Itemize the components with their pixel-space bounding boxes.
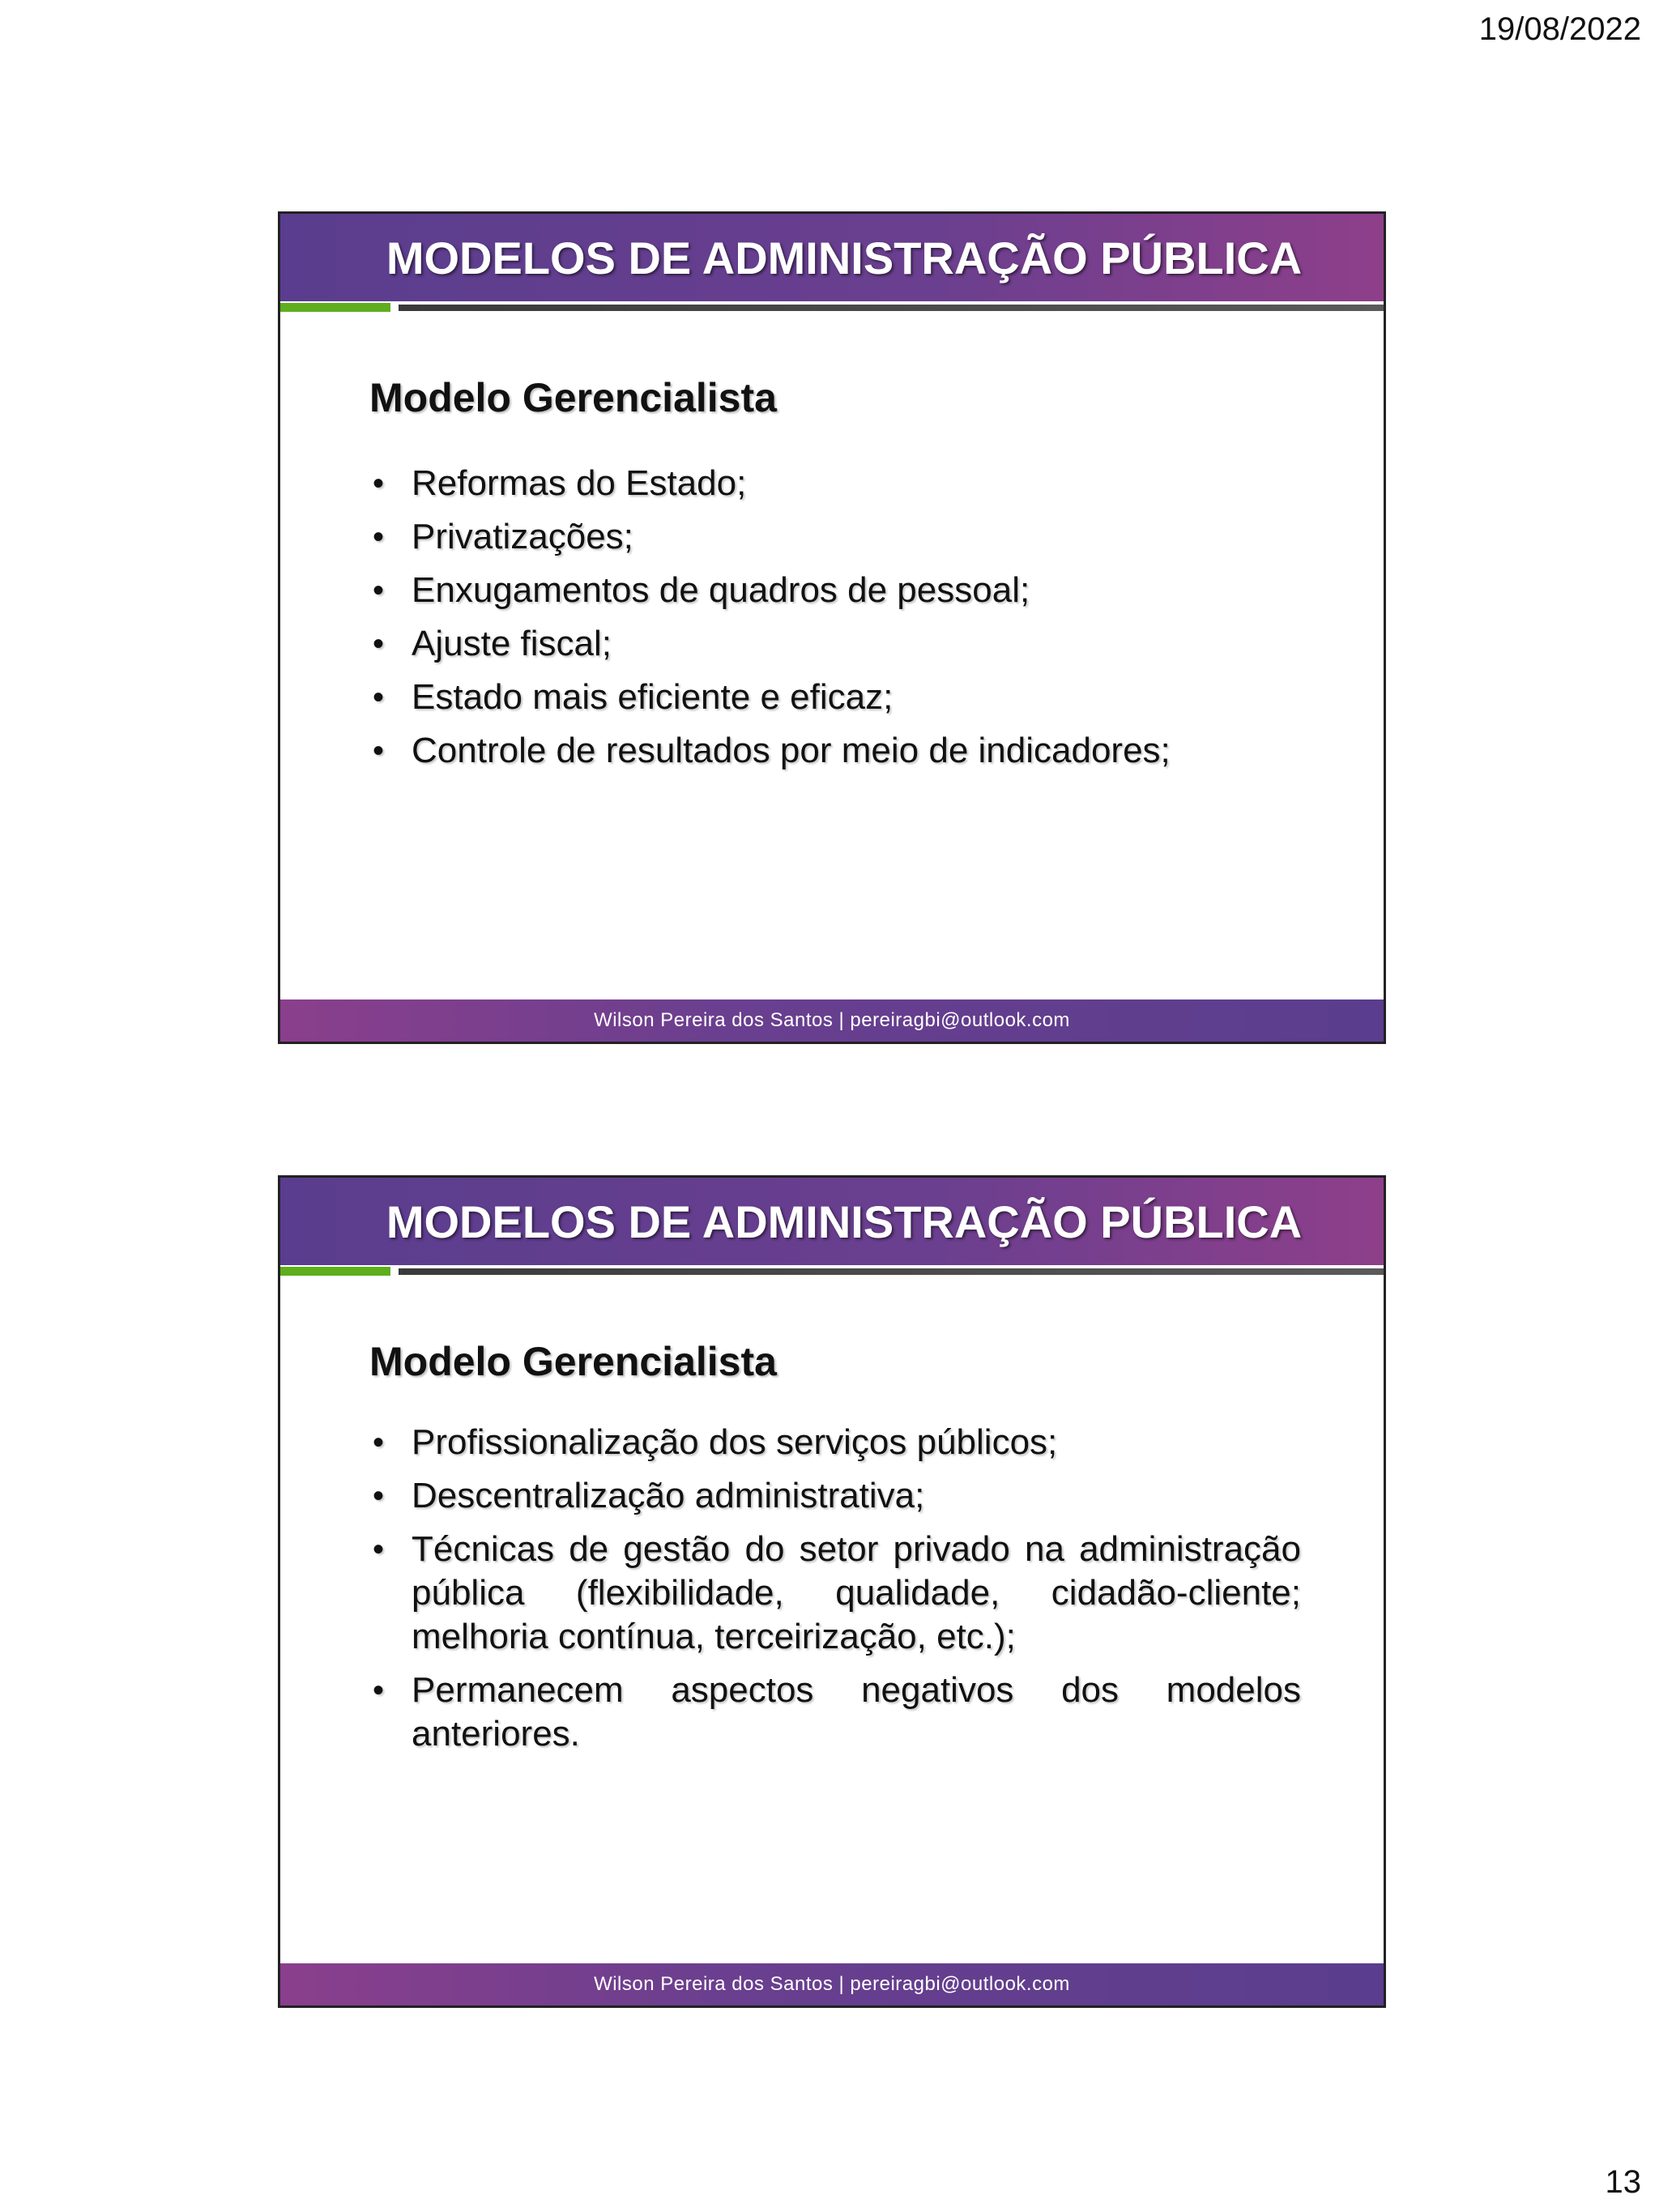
page-number: 13 [1605, 2164, 1641, 2200]
bullet-icon: • [373, 1673, 385, 1708]
bullet-icon: • [373, 1478, 385, 1514]
slide-footer [280, 1963, 1384, 2005]
bullet-text: Estado mais eficiente e eficaz; [412, 677, 893, 717]
header-accent-green [280, 1267, 390, 1276]
bullet-item [369, 1528, 1301, 1659]
bullet-text: Reformas do Estado; [412, 463, 747, 503]
bullet-text: Privatizações; [412, 517, 633, 556]
bullet-text: Controle de resultados por meio de indicadores; [412, 731, 1171, 770]
slide-subtitle: Modelo Gerencialista [369, 1339, 777, 1384]
bullet-icon: • [373, 573, 385, 608]
footer-text: Wilson Pereira dos Santos | pereiragbi@outlook.com [594, 1009, 1070, 1031]
bullet-item [369, 617, 1301, 671]
slide-1 [278, 211, 1386, 1044]
bullet-text: Enxugamentos de quadros de pessoal; [412, 570, 1030, 610]
bullet-text: Permanecem aspectos negativos dos modelos anteriores. [412, 1670, 1301, 1754]
page-date: 19/08/2022 [1478, 11, 1641, 47]
bullet-list [369, 1421, 1301, 1766]
bullet-icon: • [373, 626, 385, 662]
slide-footer [280, 999, 1384, 1042]
header-accent-green [280, 303, 390, 312]
bullet-icon: • [373, 680, 385, 715]
bullet-icon: • [373, 466, 385, 501]
slide-2 [278, 1175, 1386, 2008]
bullet-icon: • [373, 733, 385, 769]
bullet-item [369, 564, 1301, 617]
bullet-text: Técnicas de gestão do setor privado na administração pública (flexibilidade, qualidade, cidadão-cliente; melhoria contínua, terceirização, etc.); [412, 1529, 1301, 1656]
bullet-icon: • [373, 1425, 385, 1460]
footer-text: Wilson Pereira dos Santos | pereiragbi@outlook.com [594, 1973, 1070, 1995]
bullet-icon: • [373, 1532, 385, 1567]
bullet-item [369, 1421, 1301, 1464]
slide-header [280, 1178, 1384, 1265]
bullet-item [369, 1474, 1301, 1518]
bullet-text: Ajuste fiscal; [412, 624, 612, 663]
slide-title: MODELOS DE ADMINISTRAÇÃO PÚBLICA [386, 1196, 1303, 1247]
bullet-text: Descentralização administrativa; [412, 1476, 925, 1515]
bullet-item [369, 457, 1301, 510]
bullet-icon: • [373, 519, 385, 555]
bullet-item [369, 724, 1301, 778]
bullet-text: Profissionalização dos serviços públicos; [412, 1422, 1058, 1462]
header-accent-rule [399, 305, 1384, 311]
bullet-item [369, 510, 1301, 564]
bullet-item [369, 671, 1301, 724]
bullet-list [369, 457, 1301, 778]
slide-title: MODELOS DE ADMINISTRAÇÃO PÚBLICA [386, 232, 1303, 283]
bullet-item [369, 1669, 1301, 1756]
slide-subtitle: Modelo Gerencialista [369, 375, 777, 420]
slide-header [280, 214, 1384, 301]
header-accent-rule [399, 1268, 1384, 1275]
